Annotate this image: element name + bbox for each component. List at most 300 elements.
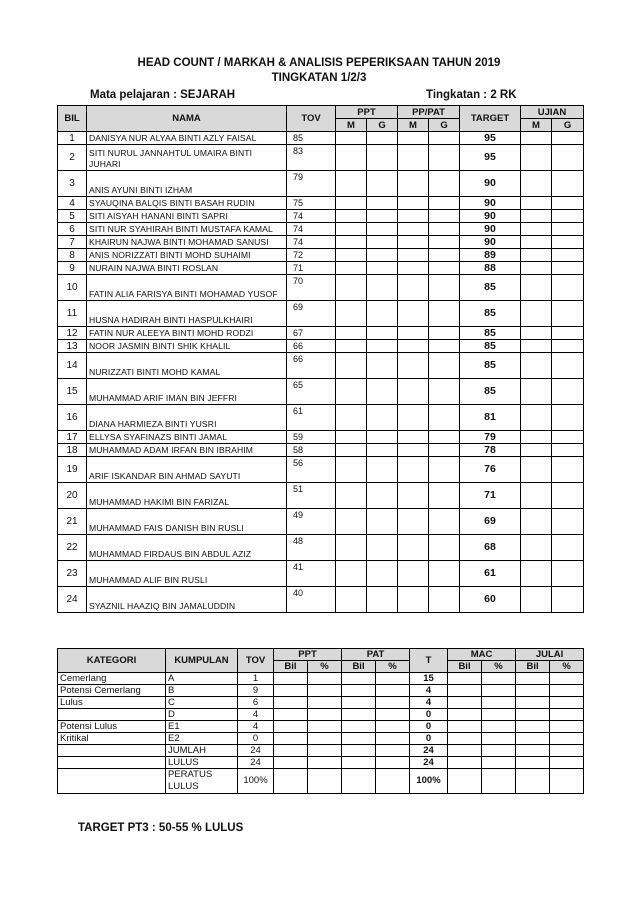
mac-pct-cell [482,757,516,769]
sum-header-julai-bil: Bil [516,661,550,673]
summary-kategori: Potensi Lulus [58,721,166,733]
ujian-g-cell [552,301,584,327]
mac-bil-cell [448,697,482,709]
summary-kategori: Lulus [58,697,166,709]
sum-header-tov: TOV [238,649,274,673]
pat-bil-cell [342,733,376,745]
student-bil: 5 [58,210,87,223]
student-row [58,509,584,535]
summary-t: 24 [410,745,448,757]
julai-bil-cell [516,685,550,697]
summary-t: 0 [410,733,448,745]
summary-kategori [58,769,166,794]
ppat-m-cell [398,132,429,145]
ppt-m-cell [336,197,367,210]
julai-bil-cell [516,733,550,745]
student-tov: 41 [287,561,336,587]
student-tov: 74 [287,223,336,236]
julai-bil-cell [516,673,550,685]
ppt-g-cell [367,535,398,561]
summary-kategori: Kritikal [58,733,166,745]
ppt-m-cell [336,457,367,483]
ppt-g-cell [367,405,398,431]
ppat-g-cell [429,171,460,197]
ppt-g-cell [367,223,398,236]
ujian-g-cell [552,145,584,171]
ppat-m-cell [398,405,429,431]
summary-kategori: Cemerlang [58,673,166,685]
sum-header-ppt-pct: % [308,661,342,673]
ujian-g-cell [552,275,584,301]
ujian-m-cell [521,340,552,353]
student-target: 95 [460,145,521,171]
julai-pct-cell [550,745,584,757]
col-header-ppat-g: G [429,119,460,132]
student-name: ARIF ISKANDAR BIN AHMAD SAYUTI [87,457,287,483]
ppt-bil-cell [274,709,308,721]
student-name: SITI NUR SYAHIRAH BINTI MUSTAFA KAMAL [87,223,287,236]
student-name: SITI NURUL JANNAHTUL UMAIRA BINTI JUHARI [87,145,287,171]
ppat-m-cell [398,223,429,236]
mac-bil-cell [448,721,482,733]
pat-bil-cell [342,673,376,685]
pat-pct-cell [376,757,410,769]
student-name: ANIS AYUNI BINTI IZHAM [87,171,287,197]
sum-header-mac-bil: Bil [448,661,482,673]
summary-t: 0 [410,709,448,721]
student-target: 85 [460,353,521,379]
ppt-pct-cell [308,757,342,769]
pat-bil-cell [342,745,376,757]
ppt-pct-cell [308,769,342,794]
ujian-m-cell [521,444,552,457]
col-header-ppat-m: M [398,119,429,132]
student-tov: 74 [287,236,336,249]
ppat-g-cell [429,301,460,327]
pat-pct-cell [376,745,410,757]
mac-bil-cell [448,685,482,697]
summary-t: 24 [410,757,448,769]
ppat-m-cell [398,561,429,587]
sum-header-ppt-bil: Bil [274,661,308,673]
ppt-g-cell [367,353,398,379]
ppt-g-cell [367,340,398,353]
summary-kategori [58,757,166,769]
summary-kumpulan: LULUS [166,757,238,769]
student-name: MUHAMMAD HAKIMI BIN FARIZAL [87,483,287,509]
student-target: 88 [460,262,521,275]
student-name: MUHAMMAD ARIF IMAN BIN JEFFRI [87,379,287,405]
julai-bil-cell [516,697,550,709]
student-row [58,379,584,405]
ppt-bil-cell [274,745,308,757]
ppat-m-cell [398,353,429,379]
julai-bil-cell [516,745,550,757]
col-header-ppat: PP/PAT [398,106,460,119]
ppt-m-cell [336,379,367,405]
ppt-m-cell [336,587,367,613]
mac-bil-cell [448,733,482,745]
student-row [58,262,584,275]
ppat-m-cell [398,327,429,340]
ppt-bil-cell [274,769,308,794]
ujian-m-cell [521,561,552,587]
ppt-bil-cell [274,733,308,745]
student-tov: 66 [287,353,336,379]
student-tov: 59 [287,431,336,444]
sum-header-kategori: KATEGORI [58,649,166,673]
student-bil: 8 [58,249,87,262]
summary-tov: 4 [238,721,274,733]
student-target: 90 [460,223,521,236]
summary-row [58,721,584,733]
student-bil: 9 [58,262,87,275]
ppt-m-cell [336,327,367,340]
student-bil: 7 [58,236,87,249]
student-row [58,431,584,444]
mac-pct-cell [482,733,516,745]
student-row [58,483,584,509]
student-target: 85 [460,275,521,301]
ppt-g-cell [367,379,398,405]
ujian-g-cell [552,509,584,535]
ppat-g-cell [429,223,460,236]
tingkatan-label: Tingkatan : 2 RK [426,89,517,101]
julai-pct-cell [550,685,584,697]
ppt-m-cell [336,210,367,223]
student-name: KHAIRUN NAJWA BINTI MOHAMAD SANUSI [87,236,287,249]
ppt-bil-cell [274,721,308,733]
category-summary-table [57,648,584,794]
ppt-bil-cell [274,673,308,685]
summary-row [58,673,584,685]
ujian-m-cell [521,145,552,171]
ujian-m-cell [521,236,552,249]
ppat-m-cell [398,340,429,353]
ujian-m-cell [521,223,552,236]
ppat-g-cell [429,132,460,145]
student-target: 71 [460,483,521,509]
ppt-g-cell [367,444,398,457]
ppat-m-cell [398,171,429,197]
ppat-g-cell [429,483,460,509]
pat-pct-cell [376,685,410,697]
col-header-target: TARGET [460,106,521,132]
pat-pct-cell [376,673,410,685]
mac-bil-cell [448,757,482,769]
student-row [58,132,584,145]
ppt-m-cell [336,535,367,561]
student-name: FATIN ALIA FARISYA BINTI MOHAMAD YUSOF [87,275,287,301]
ppat-g-cell [429,587,460,613]
student-row [58,275,584,301]
julai-pct-cell [550,721,584,733]
student-row [58,340,584,353]
student-bil: 18 [58,444,87,457]
student-bil: 13 [58,340,87,353]
student-name: SYAUQINA BALQIS BINTI BASAH RUDIN [87,197,287,210]
student-tov: 75 [287,197,336,210]
student-row [58,145,584,171]
ppat-m-cell [398,249,429,262]
ppat-g-cell [429,444,460,457]
student-row [58,535,584,561]
ppat-g-cell [429,509,460,535]
ppt-bil-cell [274,697,308,709]
ppt-m-cell [336,405,367,431]
ppt-g-cell [367,262,398,275]
ppt-m-cell [336,353,367,379]
ppat-g-cell [429,561,460,587]
ppat-g-cell [429,327,460,340]
student-target: 85 [460,340,521,353]
summary-t: 100% [410,769,448,794]
student-marks-table [57,105,584,613]
ppt-g-cell [367,210,398,223]
ppt-m-cell [336,301,367,327]
student-name: NOOR JASMIN BINTI SHIK KHALIL [87,340,287,353]
summary-t: 0 [410,721,448,733]
student-bil: 15 [58,379,87,405]
student-tov: 85 [287,132,336,145]
julai-pct-cell [550,697,584,709]
pat-pct-cell [376,733,410,745]
col-header-ppt-m: M [336,119,367,132]
student-tov: 71 [287,262,336,275]
ppt-g-cell [367,457,398,483]
student-bil: 6 [58,223,87,236]
ppat-m-cell [398,210,429,223]
pat-pct-cell [376,721,410,733]
student-bil: 17 [58,431,87,444]
julai-pct-cell [550,757,584,769]
student-row [58,223,584,236]
ppat-m-cell [398,236,429,249]
ppt-g-cell [367,301,398,327]
student-bil: 12 [58,327,87,340]
ppt-pct-cell [308,673,342,685]
student-target: 68 [460,535,521,561]
ppt-bil-cell [274,757,308,769]
summary-row [58,769,584,794]
ppt-m-cell [336,132,367,145]
mac-pct-cell [482,769,516,794]
student-target: 69 [460,509,521,535]
student-tov: 65 [287,379,336,405]
student-target: 90 [460,171,521,197]
ppat-m-cell [398,457,429,483]
ppt-g-cell [367,249,398,262]
pat-pct-cell [376,709,410,721]
sum-header-t: T [410,649,448,673]
ujian-g-cell [552,483,584,509]
ujian-g-cell [552,132,584,145]
ujian-g-cell [552,405,584,431]
student-target: 85 [460,379,521,405]
student-name: MUHAMMAD FAIS DANISH BIN RUSLI [87,509,287,535]
pat-pct-cell [376,769,410,794]
mac-pct-cell [482,721,516,733]
julai-pct-cell [550,673,584,685]
col-header-tov: TOV [287,106,336,132]
mac-pct-cell [482,685,516,697]
student-target: 90 [460,236,521,249]
student-name: DANISYA NUR ALYAA BINTI AZLY FAISAL [87,132,287,145]
ppat-m-cell [398,197,429,210]
col-header-ppt: PPT [336,106,398,119]
ppt-m-cell [336,561,367,587]
ppt-m-cell [336,483,367,509]
student-row [58,444,584,457]
student-tov: 67 [287,327,336,340]
summary-kumpulan: A [166,673,238,685]
ppt-g-cell [367,275,398,301]
student-tov: 48 [287,535,336,561]
student-bil: 1 [58,132,87,145]
sum-header-mac: MAC [448,649,516,661]
ppat-g-cell [429,197,460,210]
ppt-g-cell [367,561,398,587]
target-pt3-note: TARGET PT3 : 50-55 % LULUS [78,822,244,834]
sum-header-pat: PAT [342,649,410,661]
sum-header-ppt: PPT [274,649,342,661]
ppt-g-cell [367,327,398,340]
student-name: MUHAMMAD ADAM IRFAN BIN IBRAHIM [87,444,287,457]
julai-pct-cell [550,733,584,745]
summary-kumpulan: PERATUS LULUS [166,769,238,794]
ppt-g-cell [367,197,398,210]
student-target: 89 [460,249,521,262]
student-target: 79 [460,431,521,444]
col-header-bil: BIL [58,106,87,132]
summary-tov: 0 [238,733,274,745]
summary-kategori [58,709,166,721]
student-row [58,197,584,210]
ujian-m-cell [521,132,552,145]
julai-pct-cell [550,769,584,794]
ppat-m-cell [398,431,429,444]
student-tov: 58 [287,444,336,457]
ujian-g-cell [552,340,584,353]
ujian-m-cell [521,509,552,535]
ujian-m-cell [521,379,552,405]
ppt-pct-cell [308,733,342,745]
col-header-nama: NAMA [87,106,287,132]
ppt-pct-cell [308,709,342,721]
ujian-m-cell [521,197,552,210]
student-tov: 66 [287,340,336,353]
student-target: 90 [460,197,521,210]
ppat-m-cell [398,275,429,301]
mac-bil-cell [448,769,482,794]
ujian-m-cell [521,301,552,327]
ppat-g-cell [429,457,460,483]
ppt-m-cell [336,431,367,444]
ujian-m-cell [521,353,552,379]
sum-header-mac-pct: % [482,661,516,673]
student-name: MUHAMMAD FIRDAUS BIN ABDUL AZIZ [87,535,287,561]
ppat-g-cell [429,236,460,249]
ppt-bil-cell [274,685,308,697]
ujian-g-cell [552,561,584,587]
student-target: 90 [460,210,521,223]
ppt-m-cell [336,171,367,197]
mac-pct-cell [482,745,516,757]
student-tov: 40 [287,587,336,613]
pat-bil-cell [342,697,376,709]
mac-pct-cell [482,697,516,709]
student-target: 78 [460,444,521,457]
student-tov: 74 [287,210,336,223]
julai-bil-cell [516,757,550,769]
student-target: 85 [460,301,521,327]
ujian-m-cell [521,483,552,509]
ppat-m-cell [398,509,429,535]
ppt-g-cell [367,509,398,535]
summary-tov: 24 [238,745,274,757]
student-name: ANIS NORIZZATI BINTI MOHD SUHAIMI [87,249,287,262]
col-header-ujian: UJIAN [521,106,584,119]
ppt-m-cell [336,509,367,535]
ujian-g-cell [552,535,584,561]
student-tov: 51 [287,483,336,509]
ppt-pct-cell [308,745,342,757]
student-bil: 14 [58,353,87,379]
ppt-m-cell [336,145,367,171]
ujian-m-cell [521,275,552,301]
summary-kumpulan: D [166,709,238,721]
report-subtitle: TINGKATAN 1/2/3 [271,72,367,84]
ujian-m-cell [521,171,552,197]
student-target: 85 [460,327,521,340]
student-name: FATIN NUR ALEEYA BINTI MOHD RODZI [87,327,287,340]
summary-kategori: Potensi Cemerlang [58,685,166,697]
ppt-g-cell [367,587,398,613]
julai-bil-cell [516,709,550,721]
student-target: 95 [460,132,521,145]
summary-t: 15 [410,673,448,685]
student-tov: 70 [287,275,336,301]
pat-bil-cell [342,757,376,769]
ujian-g-cell [552,197,584,210]
julai-bil-cell [516,721,550,733]
student-bil: 10 [58,275,87,301]
ppt-pct-cell [308,721,342,733]
student-bil: 24 [58,587,87,613]
student-row [58,210,584,223]
student-row [58,405,584,431]
summary-row [58,697,584,709]
ppat-m-cell [398,379,429,405]
summary-tov: 1 [238,673,274,685]
summary-kumpulan: E1 [166,721,238,733]
student-tov: 69 [287,301,336,327]
ujian-m-cell [521,587,552,613]
ujian-m-cell [521,405,552,431]
col-header-ujian-g: G [552,119,584,132]
student-bil: 4 [58,197,87,210]
ppat-g-cell [429,353,460,379]
ujian-g-cell [552,262,584,275]
ppat-m-cell [398,535,429,561]
ppat-g-cell [429,210,460,223]
student-tov: 83 [287,145,336,171]
sum-header-kumpulan: KUMPULAN [166,649,238,673]
ujian-g-cell [552,249,584,262]
summary-t: 4 [410,685,448,697]
student-row [58,327,584,340]
student-bil: 23 [58,561,87,587]
